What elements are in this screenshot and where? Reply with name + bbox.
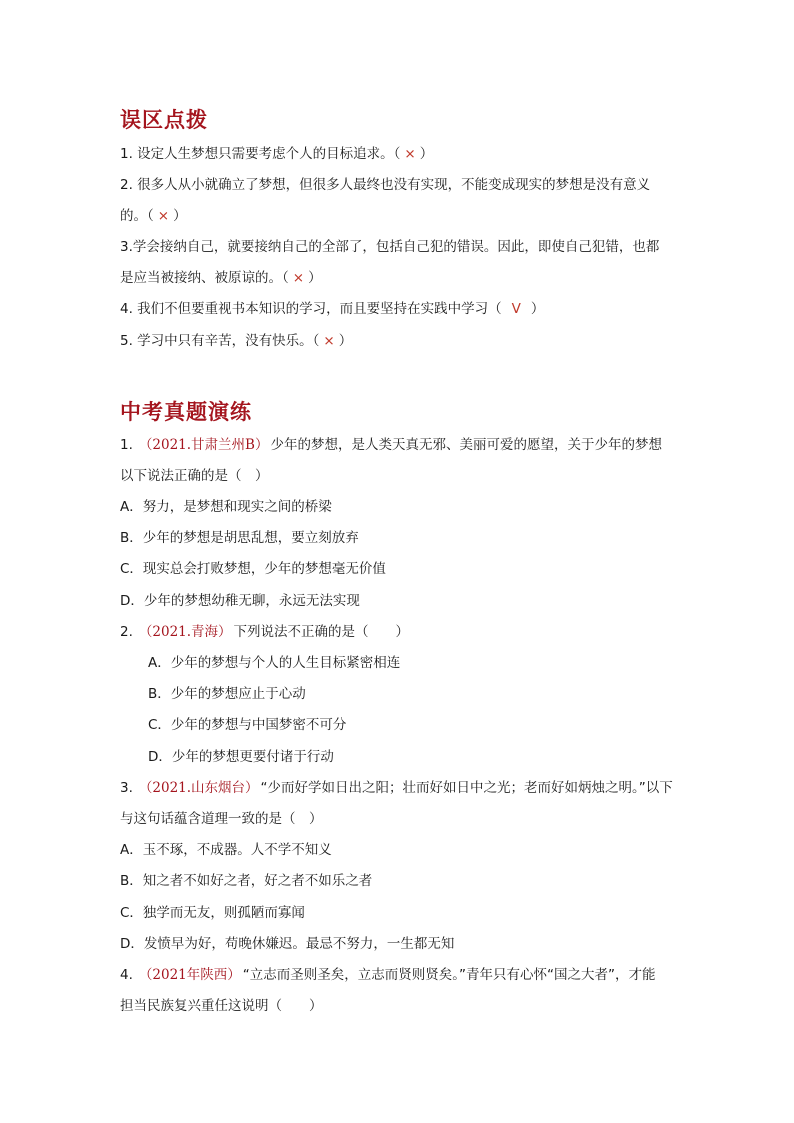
question-3-option-c: C．独学而无友，则孤陋而寡闻 bbox=[120, 905, 305, 921]
misconception-item-3-line1: 3.学会接纳自己，就要接纳自己的全部了，包括自己犯的错误。因此，即使自己犯错，也都 bbox=[120, 239, 660, 255]
misconception-item-4: 4. 我们不但要重视书本知识的学习，而且要坚持在实践中学习（ V ） bbox=[120, 301, 545, 317]
wrong-mark: × bbox=[404, 146, 416, 162]
question-3-stem-line2: 与这句话蕴含道理一致的是（ ） bbox=[120, 811, 323, 827]
question-1-stem-line2: 以下说法正确的是（ ） bbox=[120, 468, 269, 484]
question-1-option-d: D．少年的梦想幼稚无聊，永远无法实现 bbox=[120, 593, 360, 609]
wrong-mark: × bbox=[323, 333, 335, 349]
question-1-option-b: B．少年的梦想是胡思乱想，要立刻放弃 bbox=[120, 530, 359, 546]
question-2-option-c: C．少年的梦想与中国梦密不可分 bbox=[148, 717, 347, 733]
question-3-option-d: D．发愤早为好，苟晚休嫌迟。最忌不努力，一生都无知 bbox=[120, 936, 455, 952]
question-2-option-d: D．少年的梦想更要付诸于行动 bbox=[148, 749, 334, 765]
question-source: （2021.青海） bbox=[138, 624, 232, 640]
question-4-stem-line2: 担当民族复兴重任这说明（ ） bbox=[120, 998, 323, 1014]
question-1-stem-line1: 1. （2021.甘肃兰州B） 少年的梦想，是人类天真无邪、美丽可爱的愿望，关于少年的梦想 bbox=[120, 437, 662, 453]
question-source: （2021.山东烟台） bbox=[138, 780, 259, 796]
correct-mark: V bbox=[511, 301, 521, 317]
misconception-item-5: 5. 学习中只有辛苦，没有快乐。（ × ） bbox=[120, 333, 353, 349]
misconception-item-1: 1. 设定人生梦想只需要考虑个人的目标追求。（ × ） bbox=[120, 146, 434, 162]
question-2-stem: 2. （2021.青海） 下列说法不正确的是（ ） bbox=[120, 624, 410, 640]
misconception-item-2-line2: 的。（ × ） bbox=[120, 208, 187, 224]
question-source: （2021.甘肃兰州B） bbox=[138, 437, 269, 453]
misconception-item-2-line1: 2. 很多人从小就确立了梦想，但很多人最终也没有实现，不能变成现实的梦想是没有意义 bbox=[120, 177, 651, 193]
question-2-option-a: A．少年的梦想与个人的人生目标紧密相连 bbox=[148, 655, 401, 671]
question-4-stem-line1: 4. （2021年陕西） “立志而圣则圣矣，立志而贤则贤矣。”青年只有心怀“国之大者”，才能 bbox=[120, 967, 656, 983]
wrong-mark: × bbox=[157, 208, 170, 224]
question-3-option-b: B．知之者不如好之者，好之者不如乐之者 bbox=[120, 873, 373, 889]
question-1-option-c: C．现实总会打败梦想，少年的梦想毫无价值 bbox=[120, 561, 386, 577]
question-3-option-a: A．玉不琢，不成器。人不学不知义 bbox=[120, 842, 332, 858]
misconception-item-3-line2: 是应当被接纳、被原谅的。（ × ） bbox=[120, 270, 322, 286]
question-source: （2021年陕西） bbox=[138, 967, 241, 983]
question-1-option-a: A．努力，是梦想和现实之间的桥梁 bbox=[120, 499, 332, 515]
question-2-option-b: B．少年的梦想应止于心动 bbox=[148, 686, 306, 702]
section-title-misconceptions: 误区点拨 bbox=[120, 107, 208, 132]
wrong-mark: × bbox=[292, 270, 305, 286]
section-title-exam-practice: 中考真题演练 bbox=[120, 399, 252, 424]
question-3-stem-line1: 3. （2021.山东烟台） “少而好学如日出之阳；壮而好如日中之光；老而好如炳烛之明。”以下 bbox=[120, 780, 673, 796]
